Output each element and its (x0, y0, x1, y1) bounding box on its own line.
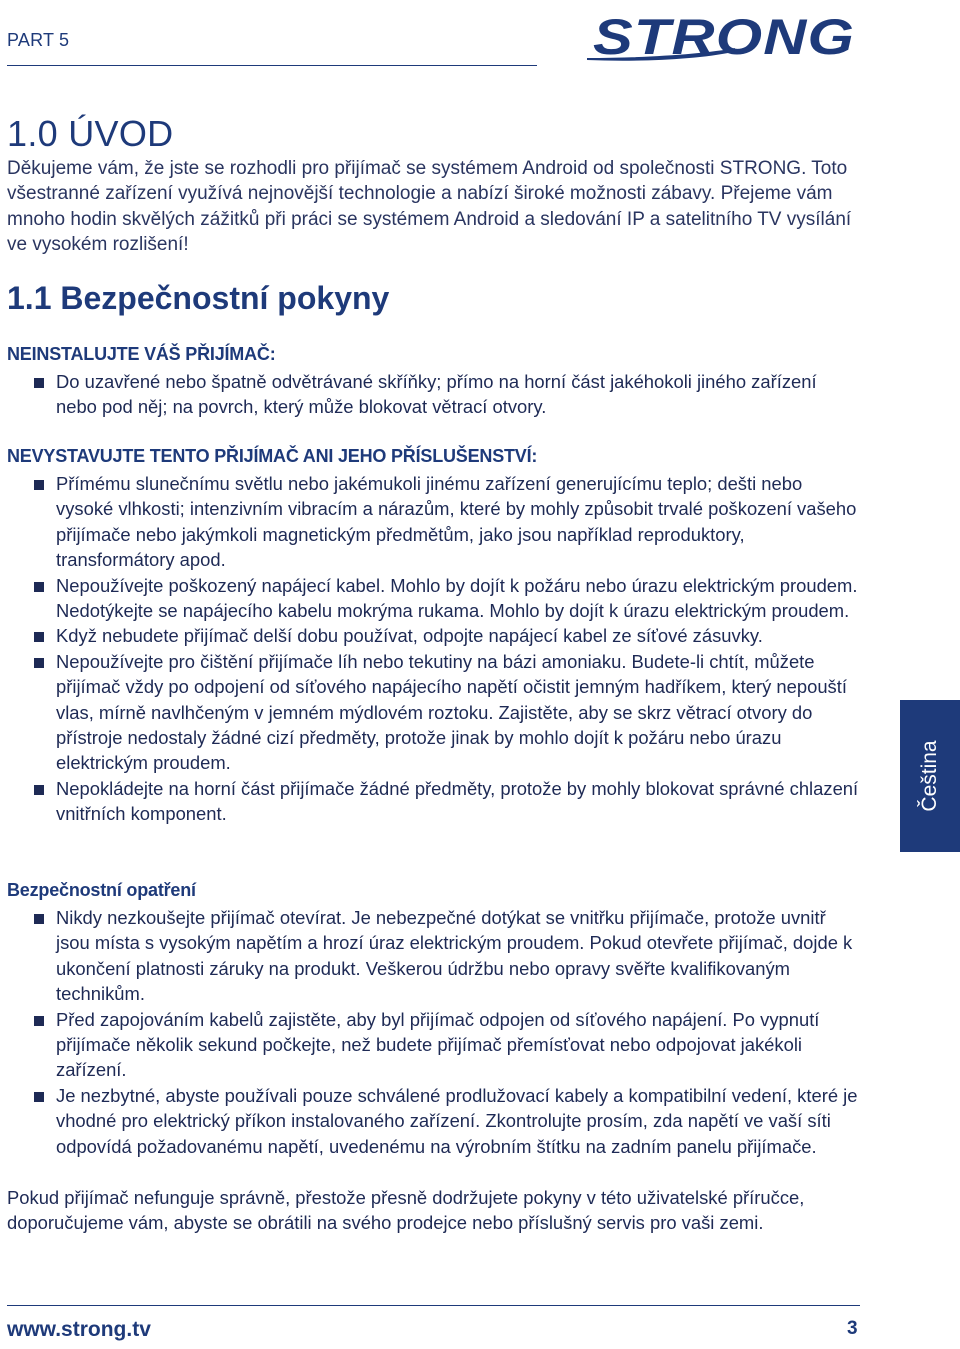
intro-paragraph: Děkujeme vám, že jste se rozhodli pro přijímač se systémem Android od společnosti STRONG. Toto všestranné zařízení využívá nejnovější technologie a nabízí široké možnosti zábavy. Přejeme vám mnoho hodin skvělých zážitků při práci se systémem Android a sledování IP a satelitního TV vysílání ve vysokém rozlišení! (7, 158, 852, 256)
closing-paragraph: Pokud přijímač nefunguje správně, přestože přesně dodržujete pokyny v této uživatelské příručce, doporučujeme vám, abyste se obrátili na svého prodejce nebo příslušný servis pro vaši zemi. (7, 1187, 805, 1234)
list-item (0, 649, 860, 776)
list-item-text: Nepoužívejte poškozený napájecí kabel. Mohlo by dojít k požáru nebo úrazu elektrickým proudem. Nedotýkejte se napájecího kabelu mokrýma rukama. Mohlo by dojít k úrazu elektrickým proudem. (56, 574, 858, 622)
list-item-text: Nepoužívejte pro čištění přijímače líh nebo tekutiny na bázi amoniaku. Budete-li chtít, můžete přijímač vždy po odpojení od síťového napájecího napětí očistit jemným hadříkem, který nepouští vlas, mírně navlhčeným v jemném mýdlovém roztoku. Zajistěte, aby se skrz větrací otvory do přístroje nedostaly žádné cizí předměty, protože jinak by mohlo dojít k požáru nebo úrazu elektrickým proudem. (56, 650, 847, 774)
list-item (0, 1083, 860, 1159)
list-item-text: Před zapojováním kabelů zajistěte, aby byl přijímač odpojen od síťového napájení. Po vypnutí přijímače několik sekund počkejte, než budete přijímač přemísťovat nebo odpojovat jakékoli zařízení. (56, 1008, 820, 1081)
bullet-square-icon (34, 1092, 44, 1102)
list-item-text: Do uzavřené nebo špatně odvětrávané skříňky; přímo na horní část jakéhokoli jiného zařízení nebo pod něj; na povrch, který může blokovat větrací otvory. (56, 371, 817, 418)
bullet-square-icon (34, 582, 44, 592)
section-title-safety: 1.1 Bezpečnostní pokyny (7, 280, 390, 316)
language-label: Čeština (918, 740, 941, 812)
bullet-square-icon (34, 658, 44, 668)
language-side-tab (900, 700, 960, 852)
list-item (0, 776, 860, 827)
section-title-intro: 1.0 ÚVOD (7, 113, 174, 154)
bullet-square-icon (34, 914, 44, 924)
list-item (0, 471, 860, 573)
footer-divider (7, 1305, 860, 1306)
strong-logo (585, 8, 860, 62)
list-item-text: Přímému slunečnímu světlu nebo jakémukoli jinému zařízení generujícímu teplo; dešti nebo vysoké vlhkosti; intenzivním vibracím a nárazům, které by mohly způsobit trvalé poškození vašeho přijímače nebo jakýmkoli magnetickým předmětům, jako jsou například reproduktory, transformátory apod. (56, 473, 857, 571)
bullet-list-measures (0, 905, 860, 1159)
list-item (0, 1007, 860, 1083)
bullet-square-icon (34, 1016, 44, 1026)
list-item-text: Nikdy nezkoušejte přijímač otevírat. Je nebezpečné dotýkat se vnitřku přijímače, protože uvnitř jsou místa s vysokým napětím a hrozí úraz elektrickým proudem. Pokud otevřete přijímač, dojde k ukončení platnosti záruky na produkt. Veškerou údržbu nebo opravy svěřte kvalifikovaným technikům. (56, 907, 853, 1005)
subheading-safety-measures: Bezpečnostní opatření (7, 880, 196, 900)
subheading-do-not-expose: NEVYSTAVUJTE TENTO PŘIJÍMAČ ANI JEHO PŘÍSLUŠENSTVÍ: (7, 446, 538, 466)
part-label: PART 5 (7, 30, 70, 50)
list-item (0, 573, 860, 624)
list-item-text: Je nezbytné, abyste používali pouze schválené prodlužovací kabely a kompatibilní vedení, které je vhodné pro elektrický příkon instalovaného zařízení. Zkontrolujte prosím, zda napětí ve vaší síti odpovídá požadovanému napětí, uvedenému na výrobním štítku na zadním panelu přijímače. (56, 1084, 858, 1157)
bullet-list-install (0, 369, 860, 420)
header-divider (7, 65, 537, 66)
svg-text:STRONG: STRONG (593, 9, 855, 62)
list-item-text: Nepokládejte na horní část přijímače žádné předměty, protože by mohly blokovat správné chlazení vnitřních komponent. (56, 777, 859, 825)
footer-website: www.strong.tv (7, 1318, 151, 1341)
list-item-text: Když nebudete přijímač delší dobu používat, odpojte napájecí kabel ze síťové zásuvky. (56, 625, 763, 647)
bullet-square-icon (34, 378, 44, 388)
bullet-list-expose (0, 471, 860, 827)
page-number: 3 (847, 1318, 858, 1339)
list-item (0, 369, 860, 420)
bullet-square-icon (34, 632, 44, 642)
bullet-square-icon (34, 480, 44, 490)
list-item (0, 905, 860, 1007)
list-item (0, 623, 860, 648)
bullet-square-icon (34, 785, 44, 795)
subheading-do-not-install: NEINSTALUJTE VÁŠ PŘIJÍMAČ: (7, 344, 276, 364)
